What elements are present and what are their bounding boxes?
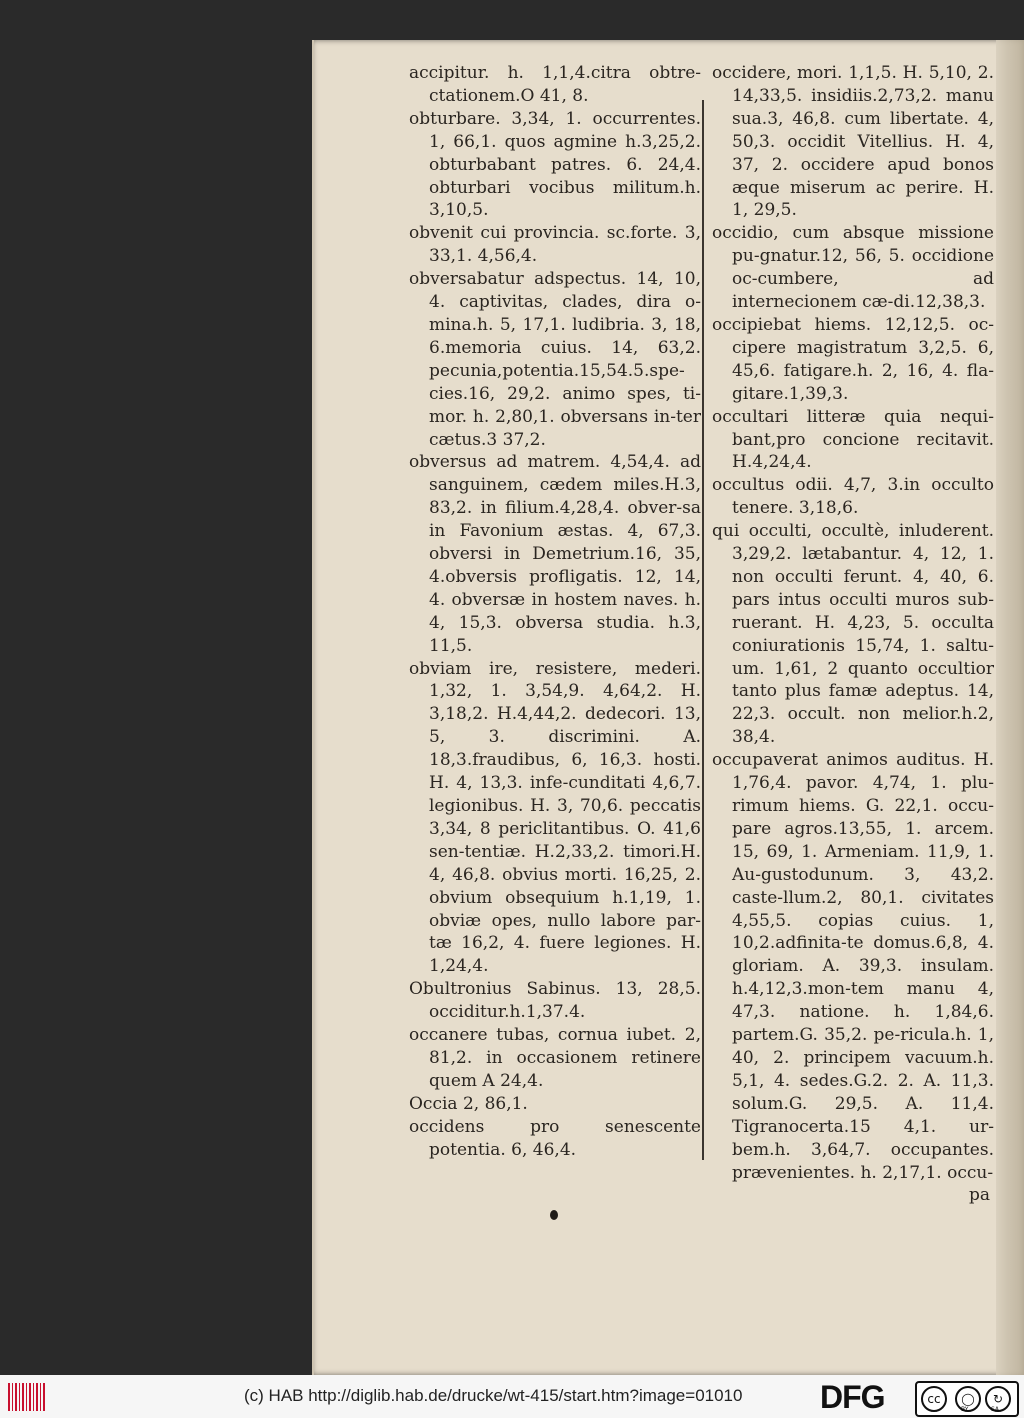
cc-icon: cc [921,1386,947,1412]
dfg-logo[interactable]: DFG [820,1379,885,1415]
ink-dot [550,1210,558,1220]
index-entry: occipiebat hiems. 12,12,5. oc-cipere magistratum 3,2,5. 6, 45,6. fatigare.h. 2, 16, 4. fla-gitare.1,39,3. [712,314,994,404]
index-entry: qui occulti, occultè, inluderent. 3,29,2. lætabantur. 4, 12, 1. non occulti ferunt. 4, 40, 6. pars intus occulti muros sub-ruerant. H. 4,23, 5. occulta coniurationis 15,74, 1. saltu-um. 1,61, 2 quanto occultior tanto plus famæ adeptus. 14, 22,3. occult. non melior.h.2, 38,4. [712,521,994,748]
index-entry: obversabatur adspectus. 14, 10, 4. captivitas, clades, dira o-mina.h. 5, 17,1. ludibria. 3, 18, 6.memoria cuius. 14, 63,2. pecunia,potentia.15,54.5.spe-cies.16, 29,2. animo spes, ti-mor. h. 2,80,1. obversans in-ter cætus.3 37,2. [409,269,701,450]
index-entry: obvenit cui provincia. sc.forte. 3, 33,1. 4,56,4. [409,223,701,267]
index-entry: occanere tubas, cornua iubet. 2, 81,2. in occasionem retinere quem A 24,4. [409,1025,701,1091]
by-icon: ◯ [955,1386,981,1412]
index-entry: obversus ad matrem. 4,54,4. ad sanguinem, cædem miles.H.3, 83,2. in filium.4,28,4. obver-sa in Favonium æstas. 4, 67,3. obversi in Demetrium.16, 35, 4.obversis profligatis. 12, 14, 4. obversæ in hostem naves. h. 4, 15,3. obversa studia. h.3, 11,5. [409,452,701,656]
sa-label: SA [991,1406,1000,1413]
page-edge [996,40,1024,1375]
copyright-link[interactable]: (c) HAB http://diglib.hab.de/drucke/wt-415/start.htm?image=01010 [244,1386,743,1405]
index-entry: occidens pro senescente potentia. 6, 46,4. [409,1116,701,1160]
index-entry: accipitur. h. 1,1,4.citra obtre-ctationem.O 41, 8. [409,63,701,106]
footer-bar [0,1375,1024,1418]
index-entry: occupaverat animos auditus. H. 1,76,4. pavor. 4,74, 1. plu-rimum hiems. G. 22,1. occu-pare agros.13,55, 1. arcem. 15, 69, 1. Armeniam. 11,9, 1. Au-gustodunum. 3, 43,2. caste-llum.2, 80,1. civitates 4,55,5. copias cuius. 1, 10,2.adfinita-te domus.6,8, 4. gloriam. A. 39,3. insulam. h.4,12,3.mon-tem manu 4, 47,3. natione. h. 1,84,6. partem.G. 35,2. pe-ricula.h. 1, 40, 2. principem vacuum.h. 5,1, 4. sedes.G.2. 2. A. 11,3. solum.G. 29,5. A. 11,4. Tigranocerta.15 4,1. ur-bem.h. 3,64,7. occupantes. prævenientes. h. 2,17,1. occu- [712,750,994,1183]
index-entry: occidere, mori. 1,1,5. H. 5,10, 2. 14,33,5. insidiis.2,73,2. manu sua.3, 46,8. cum libertate. 4, 50,3. occidit Vitellius. H. 4, 37, 2. occidere apud bonos æque miserum ac perire. H. 1, 29,5. [712,63,994,221]
index-entry: occultus odii. 4,7, 3.in occulto tenere. 3,18,6. [712,475,994,519]
index-entry: Obultronius Sabinus. 13, 28,5. occiditur.h.1,37.4. [409,979,701,1023]
cc-license-badge[interactable] [915,1381,1019,1417]
index-entry: occultari litteræ quia nequi-bant,pro concione recitavit. H.4,24,4. [712,406,994,473]
sa-icon: ↻ [985,1386,1011,1412]
catchword: pa [968,1185,990,1206]
index-entry: obturbare. 3,34, 1. occurrentes. 1, 66,1. quos agmine h.3,25,2. obturbabant patres. 6. 24,4. obturbari vocibus militum.h. 3,10,5. [409,108,701,221]
right-column [708,62,994,1207]
index-entry: occidio, cum absque missione pu-gnatur.12, 56, 5. occidione oc-cumbere, ad internecionem cæ-di.12,38,3. [712,223,994,313]
index-entry: Occia 2, 86,1. [409,1093,528,1114]
index-entry: obviam ire, resistere, mederi. 1,32, 1. 3,54,9. 4,64,2. H. 3,18,2. H.4,44,2. dedecori. 13, 5, 3. discrimini. A. 18,3.fraudibus, 6, 16,3. hosti. H. 4, 13,3. infe-cunditati 4,6,7. legionibus. H. 3, 70,6. peccatis 3,34, 8 periclitantibus. O. 41,6 sen-tentiæ. H.2,33,2. timori.H. 4, 46,8. obvius morti. 16,25, 2. obvium obsequium h.1,19, 1. obviæ opes, nullo labore par-tæ 16,2, 4. fuere legiones. H. 1,24,4. [409,658,701,977]
hab-logo-icon [8,1383,46,1411]
by-label: BY [961,1406,969,1413]
left-column [405,62,701,1162]
